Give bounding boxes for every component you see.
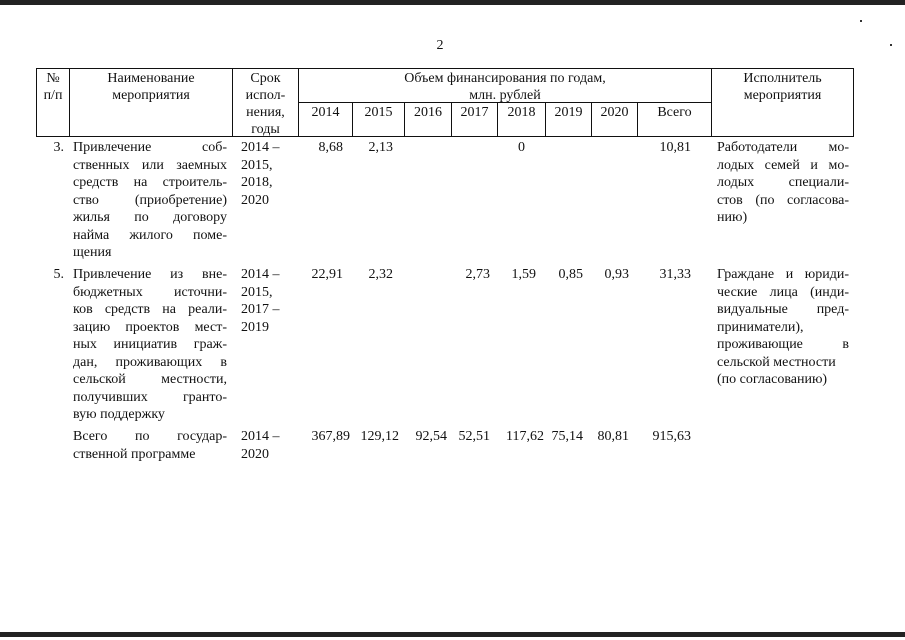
cell-2018: 1,59 <box>511 267 536 282</box>
header-total: Всего <box>657 105 692 120</box>
cell-2016: 92,54 <box>415 429 447 444</box>
cell-2015: 129,12 <box>360 429 399 444</box>
row-executor: Работодатели мо- лодых семей и мо- лодых специали- стов (по согласова- нию) <box>717 140 849 225</box>
cell-2014: 367,89 <box>311 429 350 444</box>
cell-2015: 2,32 <box>368 267 393 282</box>
cell-2018: 0 <box>518 140 525 155</box>
row-term: 2014 – 2015, 2018, 2020 <box>241 140 280 208</box>
scan-bottom-border <box>0 632 905 637</box>
scan-speck <box>890 44 892 46</box>
header-num: № п/п <box>43 71 63 103</box>
scan-top-border <box>0 0 905 5</box>
row-num: 5. <box>53 267 64 282</box>
row-term: 2014 – 2015, 2017 – 2019 <box>241 267 280 335</box>
header-year-2016: 2016 <box>414 105 442 120</box>
cell-2020: 0,93 <box>604 267 629 282</box>
header-year-2017: 2017 <box>460 105 489 120</box>
header-year-2014: 2014 <box>311 105 340 120</box>
cell-total: 915,63 <box>652 429 691 444</box>
row-num: 3. <box>53 140 64 155</box>
row-executor: Граждане и юриди- ческие лица (инди- видуальные пред- приниматели), проживающие в сельской местности (по согласованию) <box>717 267 849 387</box>
cell-2014: 22,91 <box>311 267 343 282</box>
row-term: 2014 – 2020 <box>241 429 280 462</box>
row-name: Привлечение из вне- бюджетных источни- ков средств на реали- зацию проектов мест- ных инициатив граж- дан, проживающих в сельской местности, получивших гранто- вую поддержку <box>73 267 227 422</box>
header-term: Срок испол- нения, годы <box>245 71 286 137</box>
cell-2018: 117,62 <box>506 429 544 444</box>
header-name: Наименование мероприятия <box>107 71 195 103</box>
page-number: 2 <box>436 38 444 53</box>
cell-2017: 52,51 <box>458 429 490 444</box>
header-year-2020: 2020 <box>600 105 629 120</box>
cell-2014: 8,68 <box>318 140 343 155</box>
header-volume: Объем финансирования по годам, млн. рублей <box>404 71 606 103</box>
cell-2017: 2,73 <box>465 267 490 282</box>
row-name: Привлечение соб- ственных или заемных средств на строитель- ство (приобретение) жилья по договору найма жилого поме- щения <box>73 140 227 260</box>
header-executor: Исполнитель мероприятия <box>743 71 822 103</box>
cell-2019: 0,85 <box>558 267 583 282</box>
cell-total: 31,33 <box>659 267 691 282</box>
header-year-2019: 2019 <box>554 105 583 120</box>
cell-total: 10,81 <box>659 140 691 155</box>
scan-speck <box>860 20 862 22</box>
header-year-2018: 2018 <box>507 105 536 120</box>
cell-2019: 75,14 <box>551 429 583 444</box>
header-year-2015: 2015 <box>364 105 393 120</box>
row-name: Всего по государ- ственной программе <box>73 429 227 462</box>
cell-2020: 80,81 <box>597 429 629 444</box>
cell-2015: 2,13 <box>368 140 393 155</box>
